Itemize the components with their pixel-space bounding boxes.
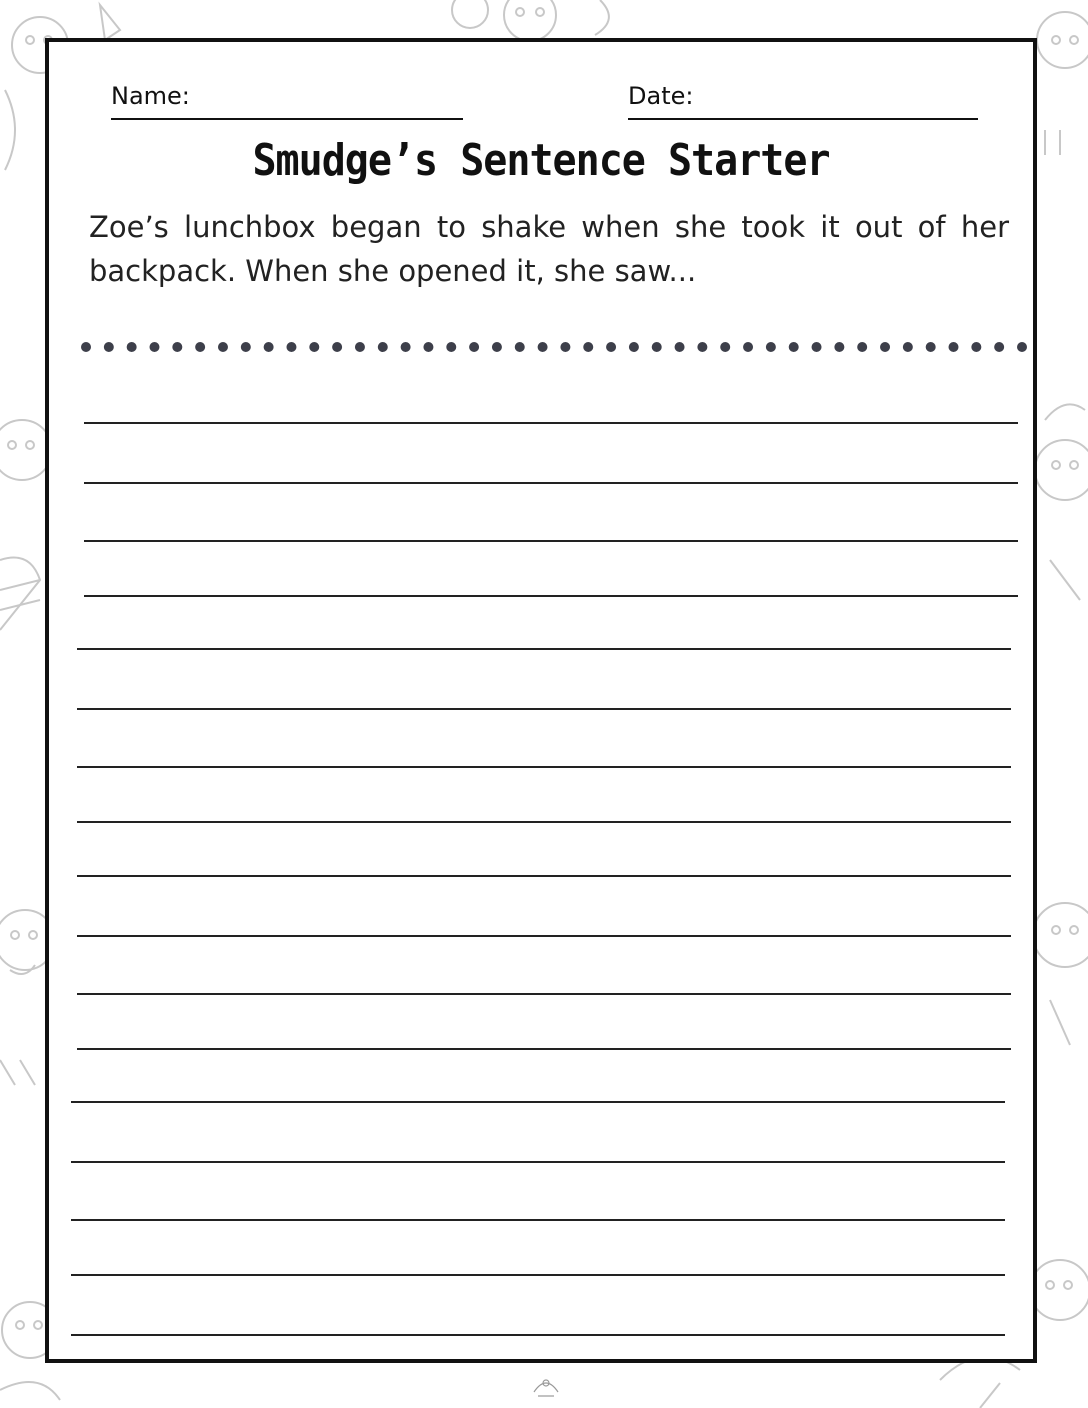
writing-line[interactable] [77,935,1011,937]
writing-line[interactable] [84,422,1018,424]
worksheet-sheet [45,38,1037,1363]
writing-line[interactable] [77,1048,1011,1050]
writing-line[interactable] [71,1101,1005,1103]
writing-line[interactable] [77,875,1011,877]
writing-line[interactable] [77,648,1011,650]
writing-line[interactable] [71,1219,1005,1221]
writing-line[interactable] [84,482,1018,484]
writing-line[interactable] [71,1161,1005,1163]
date-label: Date: [628,82,694,110]
name-field[interactable] [111,118,463,120]
writing-line[interactable] [84,540,1018,542]
brand-logo-icon [526,1374,566,1400]
story-prompt: Zoe’s lunchbox began to shake when she took it out of her backpack. When she opened it, she saw... [89,210,1009,288]
page-title: Smudge’s Sentence Starter [252,136,830,186]
name-label: Name: [111,82,190,110]
writing-line[interactable] [77,766,1011,768]
writing-line[interactable] [77,821,1011,823]
dotted-divider-icon [79,340,1029,354]
writing-line[interactable] [77,993,1011,995]
writing-line[interactable] [77,708,1011,710]
writing-line[interactable] [71,1274,1005,1276]
writing-line[interactable] [71,1334,1005,1336]
writing-line[interactable] [84,595,1018,597]
date-field[interactable] [628,118,978,120]
